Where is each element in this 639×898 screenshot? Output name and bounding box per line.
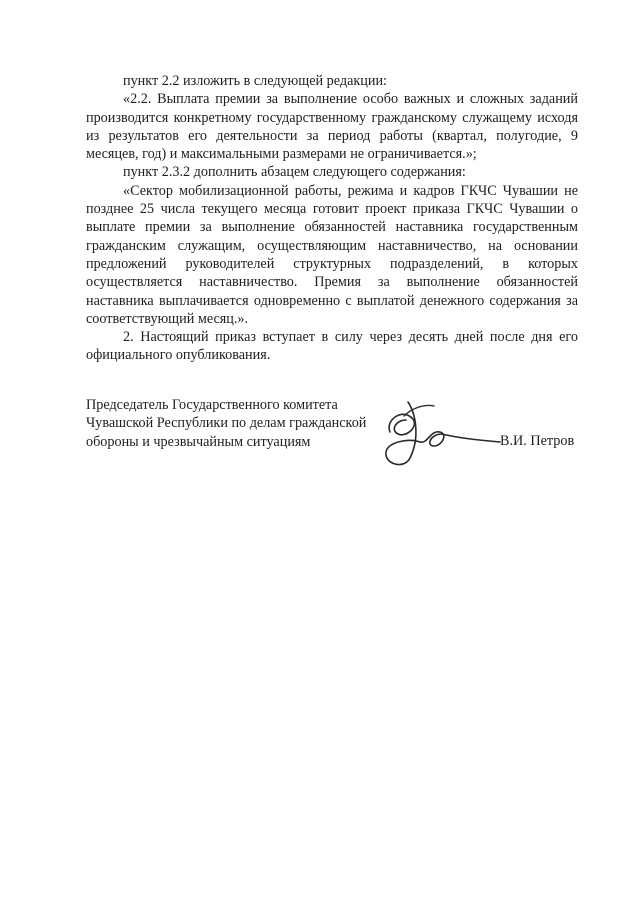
- signatory-name: В.И. Петров: [500, 433, 575, 449]
- paragraph-5: 2. Настоящий приказ вступает в силу через десять дней после дня его официального опубликования.: [86, 329, 578, 364]
- document-body: [86, 72, 578, 365]
- signatory-title-line-1: Председатель Государственного комитета: [86, 397, 338, 413]
- paragraph-1: пункт 2.2 изложить в следующей редакции:: [123, 73, 387, 89]
- paragraph-3: пункт 2.3.2 дополнить абзацем следующего содержания:: [123, 164, 466, 181]
- handwritten-signature-icon: [350, 394, 510, 474]
- signatory-title-line-2: Чувашской Республики по делам гражданской: [86, 415, 367, 432]
- paragraph-2: «2.2. Выплата премии за выполнение особо важных и сложных заданий производится конкретному государственному гражданскому служащему исходя из результатов его деятельности за период работы (квартал, полугодие, 9 месяцев, год) и максимальными размерами не ограничивается.»;: [86, 91, 578, 163]
- paragraph-4: «Сектор мобилизационной работы, режима и кадров ГКЧС Чувашии не позднее 25 числа текущего месяца готовит проект приказа ГКЧС Чувашии о выплате премии за выполнение обязанностей наставника государственным гражданским служащим, осуществляющим наставничество, на основании предложений руководителей структурных подразделений, в которых осуществляется наставничество. Премия за выполнение обязанностей наставника выплачивается одновременно с выплатой денежного содержания за соответствующий месяц.».: [86, 182, 578, 327]
- signatory-title-line-3: обороны и чрезвычайным ситуациям: [86, 433, 311, 450]
